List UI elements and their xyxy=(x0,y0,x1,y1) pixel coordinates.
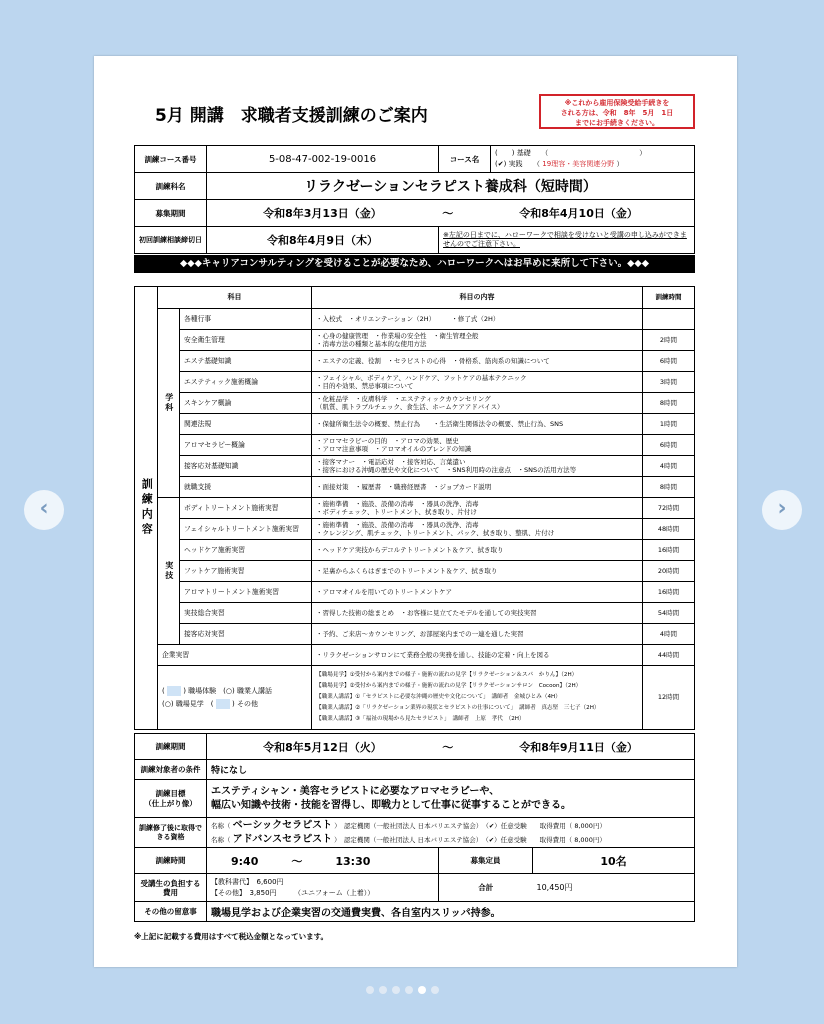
training-period: 令和8年5月12日（火） ～ 令和8年9月11日（金） xyxy=(207,734,695,760)
content-cell: ・予約、ご来店～カウンセリング、お部屋案内までの一連を通した実習 xyxy=(312,624,643,645)
subject-cell: 接客応対基礎知識 xyxy=(180,456,312,477)
curriculum-row xyxy=(135,624,695,645)
flyer-page xyxy=(94,56,737,967)
qualifications: 名称（ ベーシックセラピスト ） 認定機関（一般社団法人 日本バリエステ協会） （✔）任意受験 取得費用（ 8,000円） 名称（ アドバンスセラピスト ） 認定機関（一般社団法人 日本バリエステ協会） （✔）任意受験 取得費用（ 8,000円） xyxy=(207,818,695,848)
subject-cell: エステティック施術概論 xyxy=(180,372,312,393)
curriculum-row xyxy=(135,540,695,561)
page-title: 5月 開講 求職者支援訓練のご案内 xyxy=(155,106,428,126)
curriculum-row xyxy=(135,519,695,540)
curriculum-row: 実技 ボディトリートメント施術実習 ・施術準備 ・施設、設備の消毒 ・器具の洗浄、消毒 ・ボディチェック、トリートメント、拭き取り、片付け 72時間 xyxy=(135,498,695,519)
hours-cell xyxy=(643,309,695,330)
course-info-table: 訓練コース番号 5-08-47-002-19-0016 コース名 ( ) 基礎 （ ） (✔) 実践 （ 19理容・美容関連分野 ） 訓練科名 リラクゼーションセラピスト養成科（短時間） 募集期間 令和8年3月13日（金） ～ 令和8年4月10日（金） 初回訓練相談締切日 令和8年4月9日（木） ※左記の日までに、ハローワークで相談を受けないと受講の申し込みができませんのでご注意下さい。 xyxy=(134,145,695,254)
chevron-right-icon: › xyxy=(777,496,787,521)
hours-cell: 4時間 xyxy=(643,624,695,645)
subject-cell: 接客応対実習 xyxy=(180,624,312,645)
hours-cell: 48時間 xyxy=(643,519,695,540)
curriculum-row: 企業実習 ・リラクゼーションサロンにて業務全般の実務を通し、技能の定着・向上を図る 44時間 xyxy=(135,645,695,666)
hours-cell: 16時間 xyxy=(643,582,695,603)
curriculum-row xyxy=(135,603,695,624)
course-number: 5-08-47-002-19-0016 xyxy=(207,146,439,173)
subject-cell: ヘッドケア施術実習 xyxy=(180,540,312,561)
content-cell: ・接客マナー ・電話応対 ・接客対応、言葉遣い ・接客における沖縄の歴史や文化について ・SNS利用時の注意点 ・SNSの活用方法等 xyxy=(312,456,643,477)
activity-line: 【職場見学】②受付から案内までの様子・施術の流れの見学【リラクゼーションサロン Cocoon】（2H） xyxy=(316,683,582,689)
content-cell: ・入校式 ・オリエンテーション（2H） ・修了式（2H） xyxy=(312,309,643,330)
hours-cell: 6時間 xyxy=(643,435,695,456)
curriculum-row xyxy=(135,393,695,414)
curriculum-row xyxy=(135,456,695,477)
content-cell: ・エステの定義、役割 ・セラピストの心得 ・骨格系、筋肉系の知識について xyxy=(312,351,643,372)
content-cell: ・アロマオイルを用いてのトリートメントケア xyxy=(312,582,643,603)
carousel-next-button[interactable] xyxy=(762,490,802,530)
curriculum-row xyxy=(135,477,695,498)
carousel-pagination xyxy=(366,986,439,994)
subject-cell: 各種行事 xyxy=(180,309,312,330)
subject-cell: アロマトリートメント施術実習 xyxy=(180,582,312,603)
curriculum-row xyxy=(135,435,695,456)
career-consulting-banner: ◆◆◆キャリアコンサルティングを受けることが必要なため、ハローワークへはお早めに来所して下さい。◆◆◆ xyxy=(134,255,695,273)
hours-cell: 3時間 xyxy=(643,372,695,393)
activity-line: 【職業人講話】①「セラピストに必要な沖縄の歴史や文化について」 講師者 金城ひとみ（4H） xyxy=(316,694,561,700)
carousel-dot[interactable] xyxy=(431,986,439,994)
curriculum-row xyxy=(135,330,695,351)
subject-cell: エステ基礎知識 xyxy=(180,351,312,372)
content-cell: ・施術準備 ・施設、設備の消毒 ・器具の洗浄、消毒 ・ボディチェック、トリートメント、拭き取り、片付け xyxy=(312,498,643,519)
carousel-dot[interactable] xyxy=(379,986,387,994)
content-cell: ・面接対策 ・履歴書 ・職務経歴書 ・ジョブカード説明 xyxy=(312,477,643,498)
chevron-left-icon: ‹ xyxy=(39,496,49,521)
content-cell: ・化粧品学 ・皮膚科学 ・エステティックカウンセリング （肌質、肌トラブルチェック、食生活、ホームケアアドバイス） xyxy=(312,393,643,414)
subject-cell: スキンケア概論 xyxy=(180,393,312,414)
training-content-label: 訓練内容 xyxy=(135,287,158,730)
course-subject: リラクゼーションセラピスト養成科（短時間） xyxy=(207,173,695,200)
content-cell: ・ヘッドケア実技からデコルテトリートメント＆ケア、拭き取り xyxy=(312,540,643,561)
carousel-dot[interactable] xyxy=(366,986,374,994)
subject-cell: 関連法規 xyxy=(180,414,312,435)
other-activities-row: ( ) 職場体験 (○) 職業人講話 (○) 職場見学 ( ) その他 【職場見学】①受付から案内までの様子・施術の流れの見学【リラクゼーション＆スパ かりん】（2H） 【職場見学】②受付から案内までの様子・施術の流れの見学【リラクゼーションサロン Cocoon】（2H） 【職業人講話】①「セラピストに必要な沖縄の歴史や文化について」 講師者 金城ひとみ（4H） 【職業人講話】②「リラクゼーション業界の現状とセラピストの仕事について」 講師者 真志堅 三七子（2H） 【職業人講話】③「福祉の現場から見たセラピスト」 講師者 上原 孝代 （2H） 12時間 xyxy=(135,666,695,730)
activity-line: 【職業人講話】③「福祉の現場から見たセラピスト」 講師者 上原 孝代 （2H） xyxy=(316,716,525,722)
curriculum-row xyxy=(135,414,695,435)
curriculum-row xyxy=(135,582,695,603)
registration-notice: ※これから雇用保険受給手続きを される方は、令和 8年 5月 1日 までにお手続きください。 xyxy=(539,94,695,129)
content-cell: ・施術準備 ・施設、設備の消毒 ・器具の洗浄、消毒 ・クレンジング、肌チェック、トリートメント、パック、拭き取り、整肌、片付け xyxy=(312,519,643,540)
curriculum-row xyxy=(135,351,695,372)
hours-cell: 1時間 xyxy=(643,414,695,435)
hours-cell: 8時間 xyxy=(643,477,695,498)
tax-footnote: ※上記に記載する費用はすべて税込金額となっています。 xyxy=(134,932,329,941)
hours-cell: 6時間 xyxy=(643,351,695,372)
carousel-prev-button[interactable] xyxy=(24,490,64,530)
content-cell: ・フェイシャル、ボディケア、ハンドケア、フットケアの基本テクニック ・目的や効果、禁忌事項について xyxy=(312,372,643,393)
subject-cell: ボディトリートメント施術実習 xyxy=(180,498,312,519)
hours-cell: 54時間 xyxy=(643,603,695,624)
training-details-table: 訓練期間 令和8年5月12日（火） ～ 令和8年9月11日（金） 訓練対象者の条件 特になし 訓練目標 （仕上がり像） エステティシャン・美容セラピストに必要なアロマセラピーや、 幅広い知識や技術・技能を習得し、即戦力として仕事に従事することができる。 訓練修了後に取得できる資格 名称（ ベーシックセラピスト ） 認定機関（一般社団法人 日本バリエステ協会） （✔）任意受験 取得費用（ 8,000円） 名称（ アドバンスセラピスト ） 認定機関（一般社団法人 日本バリエステ協会） （✔）任意受験 取得費用（ 8,000円） 訓練時間 9:40 ～ 13:30 募集定員 10名 受講生の負担する費用 【教科書代】 6,600円 【その他】 3,850円 （ユニフォーム（上着）） 合計 10,450円 その他の留意事 職場見学および企業実習の交通費実費、各自室内スリッパ持参。 xyxy=(134,733,695,922)
carousel-dot-active[interactable] xyxy=(418,986,426,994)
curriculum-row: 学科 各種行事 ・入校式 ・オリエンテーション（2H） ・修了式（2H） xyxy=(135,309,695,330)
recruit-period: 令和8年3月13日（金） ～ 令和8年4月10日（金） xyxy=(207,200,695,227)
subject-cell: アロマセラピー概論 xyxy=(180,435,312,456)
hours-cell: 16時間 xyxy=(643,540,695,561)
carousel-dot[interactable] xyxy=(405,986,413,994)
subject-cell: フェイシャルトリートメント施術実習 xyxy=(180,519,312,540)
hours-cell: 4時間 xyxy=(643,456,695,477)
activity-line: 【職業人講話】②「リラクゼーション業界の現状とセラピストの仕事について」 講師者 真志堅 三七子（2H） xyxy=(316,705,600,711)
content-cell: ・足裏からふくらはぎまでのトリートメント＆ケア、拭き取り xyxy=(312,561,643,582)
subject-cell: 就職支援 xyxy=(180,477,312,498)
hours-cell: 2時間 xyxy=(643,330,695,351)
subject-cell: 実技総合実習 xyxy=(180,603,312,624)
activity-line: 【職場見学】①受付から案内までの様子・施術の流れの見学【リラクゼーション＆スパ かりん】（2H） xyxy=(316,672,578,678)
subject-cell: 安全衛生管理 xyxy=(180,330,312,351)
training-goal: エステティシャン・美容セラピストに必要なアロマセラピーや、 幅広い知識や技術・技能を習得し、即戦力として仕事に従事することができる。 xyxy=(207,780,695,818)
curriculum-row xyxy=(135,561,695,582)
curriculum-table: 訓練内容 科目 科目の内容 訓練時間 学科 各種行事 ・入校式 ・オリエンテーション（2H） ・修了式（2H） 安全衛生管理 ・心身の健康管理 ・作業場の安全性 ・衛生管理全般 ・消毒方法の種類と基本的な使用方法 2時間 エステ基礎知識 ・エステの定義、役割 ・セラピストの心得 ・骨格系、筋肉系の知識について 6時間 エステティック施術概論 ・フェイシャル、ボディケア、ハンドケア、フットケアの基本テクニック ・目的や効果、禁忌事項について 3時間 スキンケア概論 ・化粧品学 ・皮膚科学 ・エステティックカウンセリング （肌質、肌トラブルチェック、食生活、ホームケアアドバイス） 8時間 関連法規 ・保健所衛生法令の概要、禁止行為 ・生活衛生関係法令の概要、禁止行為、SNS 1時間 アロマセラピー概論 ・アロマセラピーの目的 ・アロマの効果、歴史 ・アロマ注意事項 ・アロマオイルのブレンドの知識 6時間 接客応対基礎知識 ・接客マナー ・電話応対 ・接客対応、言葉遣い ・接客における沖縄の歴史や文化について ・SNS利用時の注意点 ・SNSの活用方法等 4時間 就職支援 ・面接対策 ・履歴書 ・職務経歴書 ・ジョブカード説明 8時間 実技 ボディトリートメント施術実習 ・施術準備 ・施設、設備の消毒 ・器具の洗浄、消毒 ・ボディチェック、トリートメント、拭き取り、片付け 72時間 フェイシャルトリートメント施術実習 ・施術準備 ・施設、設備の消毒 ・器具の洗浄、消毒 ・クレンジング、肌チェック、トリートメント、パック、拭き取り、整肌、片付け 48時間 ヘッドケア施術実習 ・ヘッドケア実技からデコルテトリートメント＆ケア、拭き取り 16時間 フットケア施術実習 ・足裏からふくらはぎまでのトリートメント＆ケア、拭き取り 20時間 アロマトリートメント施術実習 ・アロマオイルを用いてのトリートメントケア 16時間 実技総合実習 ・習得した技術の総まとめ ・お客様に見立てたモデルを通しての実技実習 54時間 接客応対実習 ・予約、ご来店～カウンセリング、お部屋案内までの一連を通した実習 4時間 企業実習 ・リラクゼーションサロンにて業務全般の実務を通し、技能の定着・向上を図る 44時間 ( ) 職場体験 (○) 職業人講話 (○) 職場見学 ( ) その他 【職場見学】①受付から案内までの様子・施術の流れの見学【リラクゼーション＆スパ かりん】（2H） 【職場見学】②受付から案内までの様子・施術の流れの見学【リラクゼーションサロン Cocoon】（2H） 【職業人講話】①「セラピストに必要な沖縄の歴史や文化について」 講師者 金城ひとみ（4H） 【職業人講話】②「リラクゼーション業界の現状とセラピストの仕事について」 講師者 真志堅 三七子（2H） 【職業人講話】③「福祉の現場から見たセラピスト」 講師者 上原 孝代 （2H） 12時間 xyxy=(134,286,695,730)
subject-cell: フットケア施術実習 xyxy=(180,561,312,582)
carousel-dot[interactable] xyxy=(392,986,400,994)
content-cell: ・アロマセラピーの目的 ・アロマの効果、歴史 ・アロマ注意事項 ・アロマオイルのブレンドの知識 xyxy=(312,435,643,456)
content-cell: ・保健所衛生法令の概要、禁止行為 ・生活衛生関係法令の概要、禁止行為、SNS xyxy=(312,414,643,435)
content-cell: ・心身の健康管理 ・作業場の安全性 ・衛生管理全般 ・消毒方法の種類と基本的な使用方法 xyxy=(312,330,643,351)
curriculum-row xyxy=(135,372,695,393)
hours-cell: 72時間 xyxy=(643,498,695,519)
content-cell: ・習得した技術の総まとめ ・お客様に見立てたモデルを通しての実技実習 xyxy=(312,603,643,624)
hours-cell: 8時間 xyxy=(643,393,695,414)
hours-cell: 20時間 xyxy=(643,561,695,582)
